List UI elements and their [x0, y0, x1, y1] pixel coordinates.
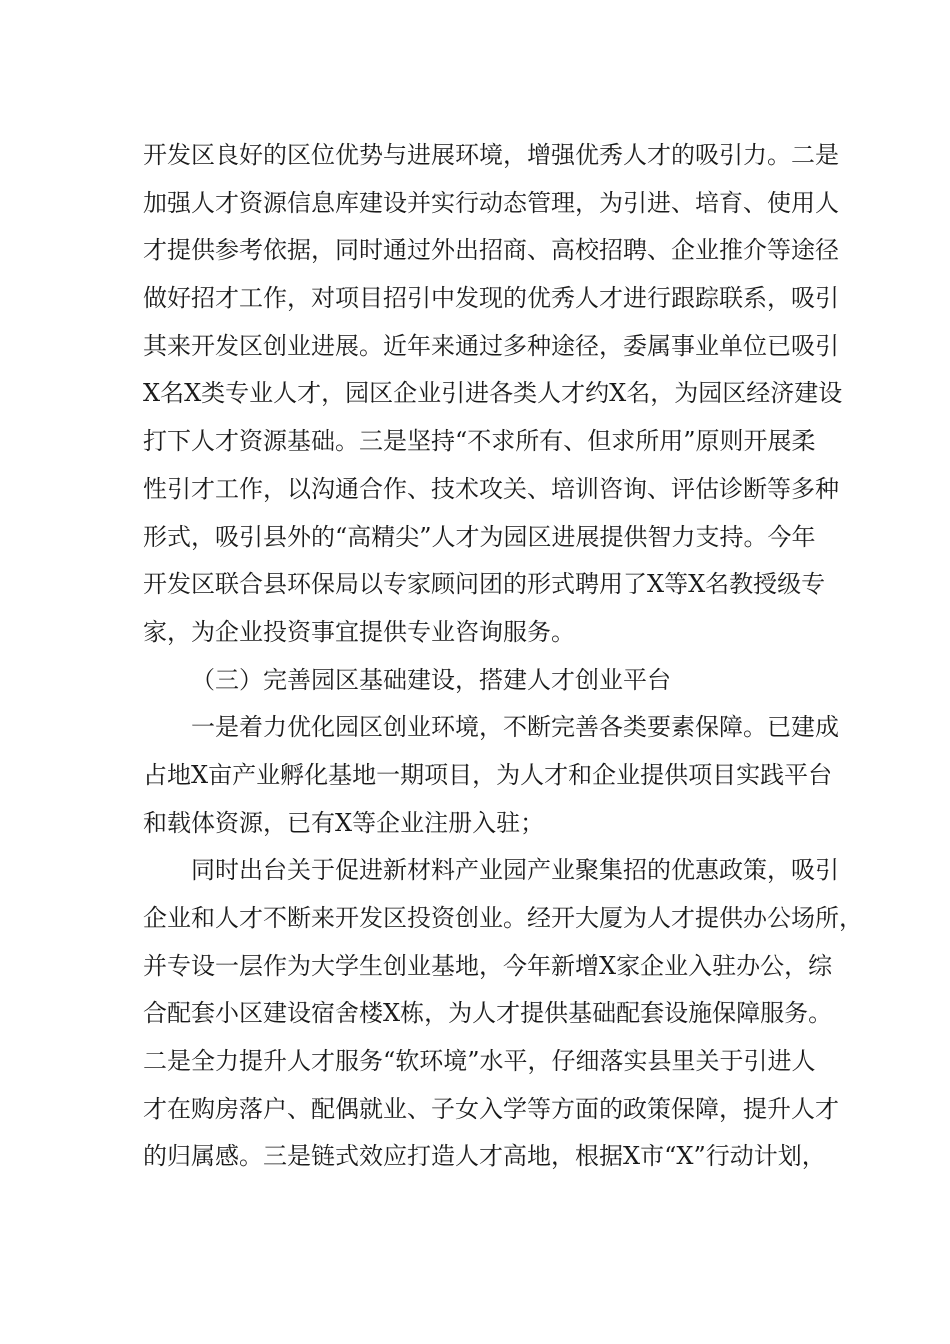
text-line: 开发区联合县环保局以专家顾问团的形式聘用了X等X名教授级专: [143, 570, 826, 599]
section-heading: （三）完善园区基础建设，搭建人才创业平台: [191, 665, 671, 694]
text-line: 占地X亩产业孵化基地一期项目，为人才和企业提供项目实践平台: [143, 760, 833, 789]
text-line: 合配套小区建设宿舍楼X栋，为人才提供基础配套设施保障服务。: [143, 999, 833, 1028]
text-line: 加强人才资源信息库建设并实行动态管理，为引进、培育、使用人: [143, 188, 839, 217]
document-body: [143, 132, 863, 1181]
text-line: 二是全力提升人才服务“软环境”水平，仔细落实县里关于引进人: [143, 1047, 816, 1076]
text-line: 做好招才工作，对项目招引中发现的优秀人才进行跟踪联系，吸引: [143, 284, 839, 313]
text-line: 才在购房落户、配偶就业、子女入学等方面的政策保障，提升人才: [143, 1094, 839, 1123]
text-line: 的归属感。三是链式效应打造人才高地，根据X市“X”行动计划，: [143, 1142, 826, 1171]
text-line: 才提供参考依据，同时通过外出招商、高校招聘、企业推介等途径: [143, 236, 839, 265]
text-line: 性引才工作，以沟通合作、技术攻关、培训咨询、评估诊断等多种: [143, 474, 839, 503]
text-line: 形式，吸引县外的“高精尖”人才为园区进展提供智力支持。今年: [143, 522, 816, 551]
text-line: 同时出台关于促进新材料产业园产业聚集招的优惠政策，吸引: [191, 856, 839, 885]
text-line: X名X类专业人才，园区企业引进各类人才约X名，为园区经济建设: [143, 379, 843, 408]
text-line: 开发区良好的区位优势与进展环境，增强优秀人才的吸引力。二是: [143, 141, 839, 169]
text-line: 企业和人才不断来开发区投资创业。经开大厦为人才提供办公场所，: [143, 904, 863, 932]
text-line: 其来开发区创业进展。近年来通过多种途径，委属事业单位已吸引: [143, 331, 839, 360]
text-line: 和载体资源，已有X等企业注册入驻；: [143, 808, 545, 837]
text-line: 打下人才资源基础。三是坚持“不求所有、但求所用”原则开展柔: [143, 427, 816, 456]
text-line: 并专设一层作为大学生创业基地，今年新增X家企业入驻办公，综: [143, 951, 833, 980]
text-line: 一是着力优化园区创业环境，不断完善各类要素保障。已建成: [191, 713, 839, 742]
text-line: 家，为企业投资事宜提供专业咨询服务。: [143, 617, 575, 646]
